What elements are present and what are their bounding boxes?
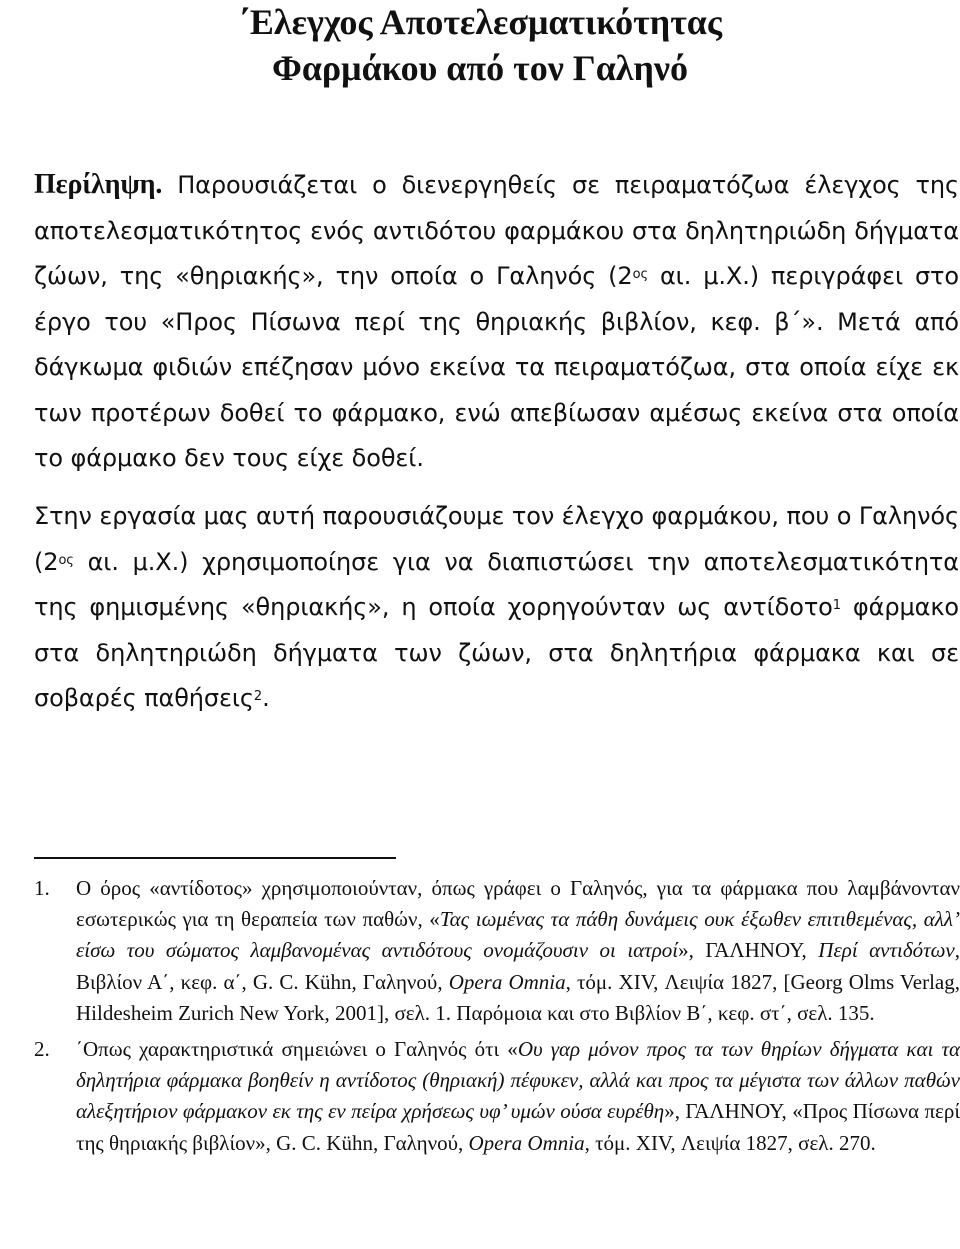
footnote-series-title: Opera Omnia: [468, 1130, 585, 1155]
footnote-quote: Τας ιωμένας τα πάθη δυνάμεις ουκ έξωθεν επιτιθεμένας, αλλ’ είσω του σώματος λαμβανομένας αντιδότους ονομάζουσιν οι ιατροί: [76, 907, 960, 963]
footnote-text: », ΓΑΛΗΝΟΥ, «Προς Πίσωνα περί της θηριακής βιβλίον», G. C. Kühn, Γαληνού,: [76, 1099, 960, 1155]
intro-paragraph: [34, 494, 959, 722]
abstract-text-b: αι. μ.Χ.) περιγράφει στο έργο του «Προς Πίσωνα περί της θηριακής βιβλίον, κεφ. β΄». Μετά από δάγκωμα φιδιών επέζησαν μόνο εκείνα τα πειραματόζωα, στα οποία είχε εκ των προτέρων δοθεί το φάρμακο, ενώ απεβίωσαν αμέσως εκείνα στα οποία το φάρμακο δεν τους είχε δοθεί.: [34, 262, 959, 472]
footnote-2: [34, 1034, 960, 1159]
footnote-number: 2.: [34, 1037, 50, 1062]
footnote-work-title: Περί αντιδότων: [818, 938, 955, 963]
intro-text-c: φάρμακο στα δηλητηριώδη δήγματα των ζώων, στα δηλητήρια φάρμακα και σε σοβαρές παθήσεις: [34, 593, 960, 712]
title-line-1: ΄Ελεγχος Αποτελεσματικότητας: [237, 2, 723, 42]
footnote-text: , τόμ. XIV, Λειψία 1827, σελ. 270.: [584, 1130, 876, 1155]
intro-text-b: αι. μ.Χ.) χρησιμοποίησε για να διαπιστώσει την αποτελεσματικότητα της φημισμένης «θηριακής», η οποία χορηγούνταν ως αντίδοτο: [34, 547, 959, 621]
intro-ordinal-sup: ος: [58, 552, 74, 568]
abstract-ordinal-sup: ος: [632, 267, 648, 282]
abstract-lead: Περίληψη.: [34, 169, 163, 200]
abstract-paragraph: [34, 162, 959, 482]
footnote-series-title: Opera Omnia: [448, 969, 566, 994]
footnote-text: Ο όρος «αντίδοτος» χρησιμοποιούνταν, όπως γράφει ο Γαληνός, για τα φάρμακα που λαμβάνονταν εσωτερικώς για τη θεραπεία των παθών, «: [76, 876, 960, 932]
title-line-2: Φαρμάκου από τον Γαληνό: [271, 48, 689, 88]
footnote-text: ΄Οπως χαρακτηριστικά σημειώνει ο Γαληνός ότι «: [76, 1037, 518, 1062]
footnote-ref-1: 1: [832, 598, 841, 613]
footnote-1: [34, 873, 960, 1029]
footnote-text: , τόμ. XIV, Λειψία 1827, [Georg Olms Verlag, Hildesheim Zurich New York, 2001], σελ. 1. Παρόμοια και στο Βιβλίον Β΄, κεφ. στ΄, σελ. 135.: [76, 969, 960, 1025]
footnote-quote: Ου γαρ μόνον προς τα των θηρίων δήγματα και τα δηλητήρια φάρμακα βοηθείν η αντίδοτος (θηριακή) πέφυκεν, αλλά και προς τα μέγιστα των άλλων παθών αλεξητήριον φάρμακον εκ της εν πείρα χρήσεως υφ’ υμών ούσα ευρέθη: [76, 1037, 960, 1124]
intro-text-d: .: [262, 684, 270, 712]
intro-text-a: Στην εργασία μας αυτή παρουσιάζουμε τον έλεγχο φαρμάκου, που ο Γαληνός (2: [34, 502, 959, 576]
footnotes-list: [34, 873, 960, 1159]
footnote-number: 1.: [34, 876, 50, 900]
footnote-text: », ΓΑΛΗΝΟΥ,: [678, 938, 819, 963]
abstract-text-a: Παρουσιάζεται ο διενεργηθείς σε πειραματόζωα έλεγχος της αποτελεσματικότητος ενός αντιδότου φαρμάκου στα δηλητηριώδη δήγματα ζώων, της «θηριακής», την οποία ο Γαληνός (2: [34, 171, 959, 290]
footnote-separator: [34, 857, 396, 859]
footnote-ref-2: 2: [253, 689, 263, 704]
footnote-text: , Βιβλίον Α΄, κεφ. α΄, G. C. Kühn, Γαληνού,: [76, 938, 960, 994]
